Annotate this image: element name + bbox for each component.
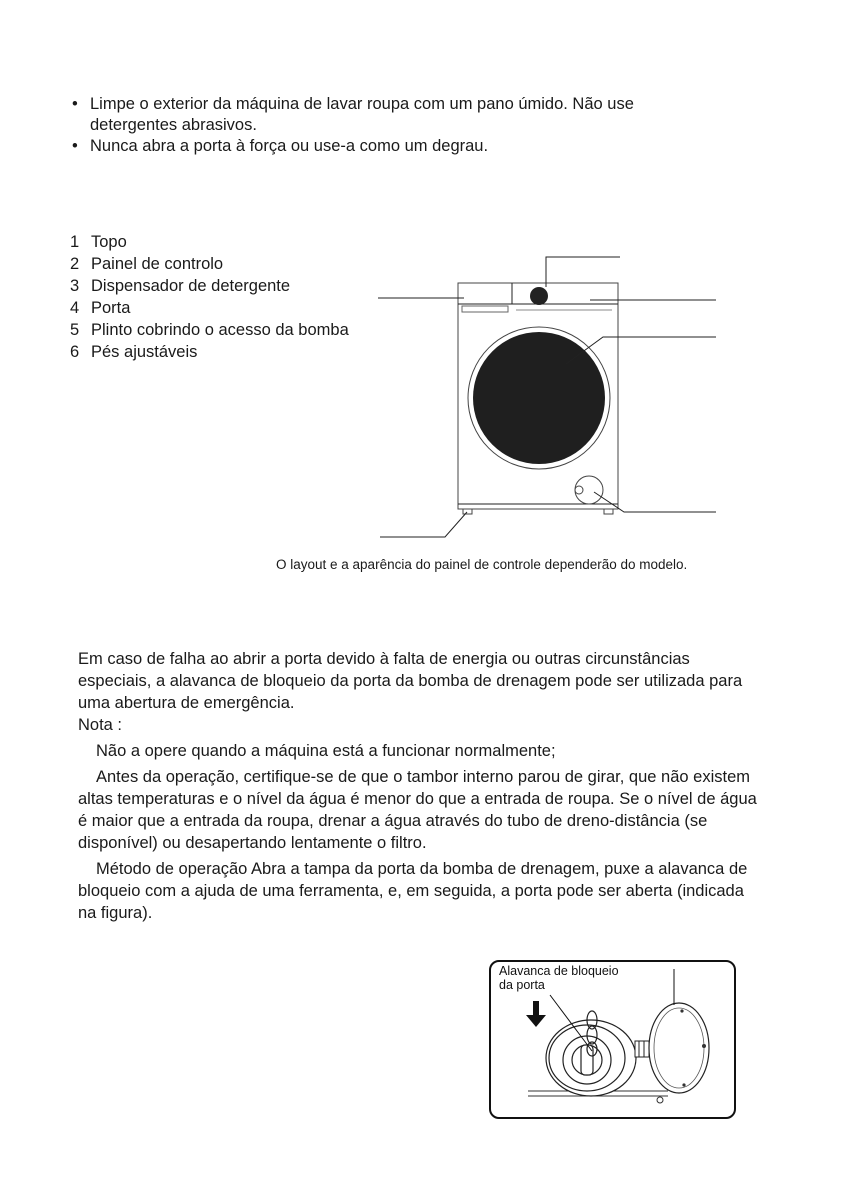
base-screw bbox=[657, 1097, 663, 1103]
adjustable-foot-right bbox=[604, 509, 613, 514]
part-label: Topo bbox=[91, 233, 127, 251]
figure-label: Alavanca de bloqueio bbox=[499, 964, 619, 978]
care-bullet: • Nunca abra a porta à força ou use-a como um degrau. bbox=[70, 136, 710, 157]
door-lock-lever-figure bbox=[488, 959, 738, 1121]
part-number: 1 bbox=[70, 233, 80, 251]
adjustable-foot-left bbox=[463, 509, 472, 514]
pump-cover-open bbox=[649, 1003, 709, 1093]
part-number: 2 bbox=[70, 255, 80, 273]
figure-label: da porta bbox=[499, 978, 545, 992]
part-label: Painel de controlo bbox=[91, 255, 224, 273]
part-label: Plinto cobrindo o acesso da bomba bbox=[91, 321, 349, 339]
note-item: Não a opere quando a máquina está a funcionar normalmente; bbox=[96, 742, 556, 760]
part-label: Porta bbox=[91, 299, 131, 317]
emergency-opening-text bbox=[78, 648, 758, 924]
control-knob bbox=[530, 287, 548, 305]
emergency-intro: Em caso de falha ao abrir a porta devido à falta de energia ou outras circunstâncias especiais, a alavanca de bloqueio da porta da bomba de drenagem pode ser utilizada para uma abertura de emergência. bbox=[78, 650, 743, 712]
leader-line-feet bbox=[380, 512, 467, 537]
part-label: Dispensador de detergente bbox=[91, 277, 291, 295]
diagram-caption: O layout e a aparência do painel de controle dependerão do modelo. bbox=[276, 557, 688, 572]
part-number: 3 bbox=[70, 277, 80, 295]
pump-access-knob bbox=[575, 486, 583, 494]
part-number: 5 bbox=[70, 321, 80, 339]
part-number: 4 bbox=[70, 299, 80, 317]
care-bullet: • Limpe o exterior da máquina de lavar roupa com um pano úmido. Não use detergentes abrasivos. bbox=[70, 94, 710, 136]
door-glass bbox=[473, 332, 605, 464]
part-number: 6 bbox=[70, 343, 80, 361]
note-label: Nota : bbox=[78, 716, 123, 734]
note-item: Antes da operação, certifique-se de que o tambor interno parou de girar, que não existem altas temperaturas e o nível da água é menor do que a entrada de roupa. Se o nível de água é maior que a entrada da roupa, drenar a água através do tubo de dreno-distância (se disponível) ou desapertando lentamente o filtro. bbox=[78, 768, 757, 852]
part-label: Pés ajustáveis bbox=[91, 343, 198, 361]
pump-housing bbox=[546, 1020, 636, 1096]
washing-machine-diagram bbox=[0, 0, 842, 560]
operation-method: Método de operação Abra a tampa da porta da bomba de drenagem, puxe a alavanca de bloqueio com a ajuda de uma ferramenta, e, em seguida, a porta pode ser aberta (indicada na figura). bbox=[78, 860, 748, 922]
